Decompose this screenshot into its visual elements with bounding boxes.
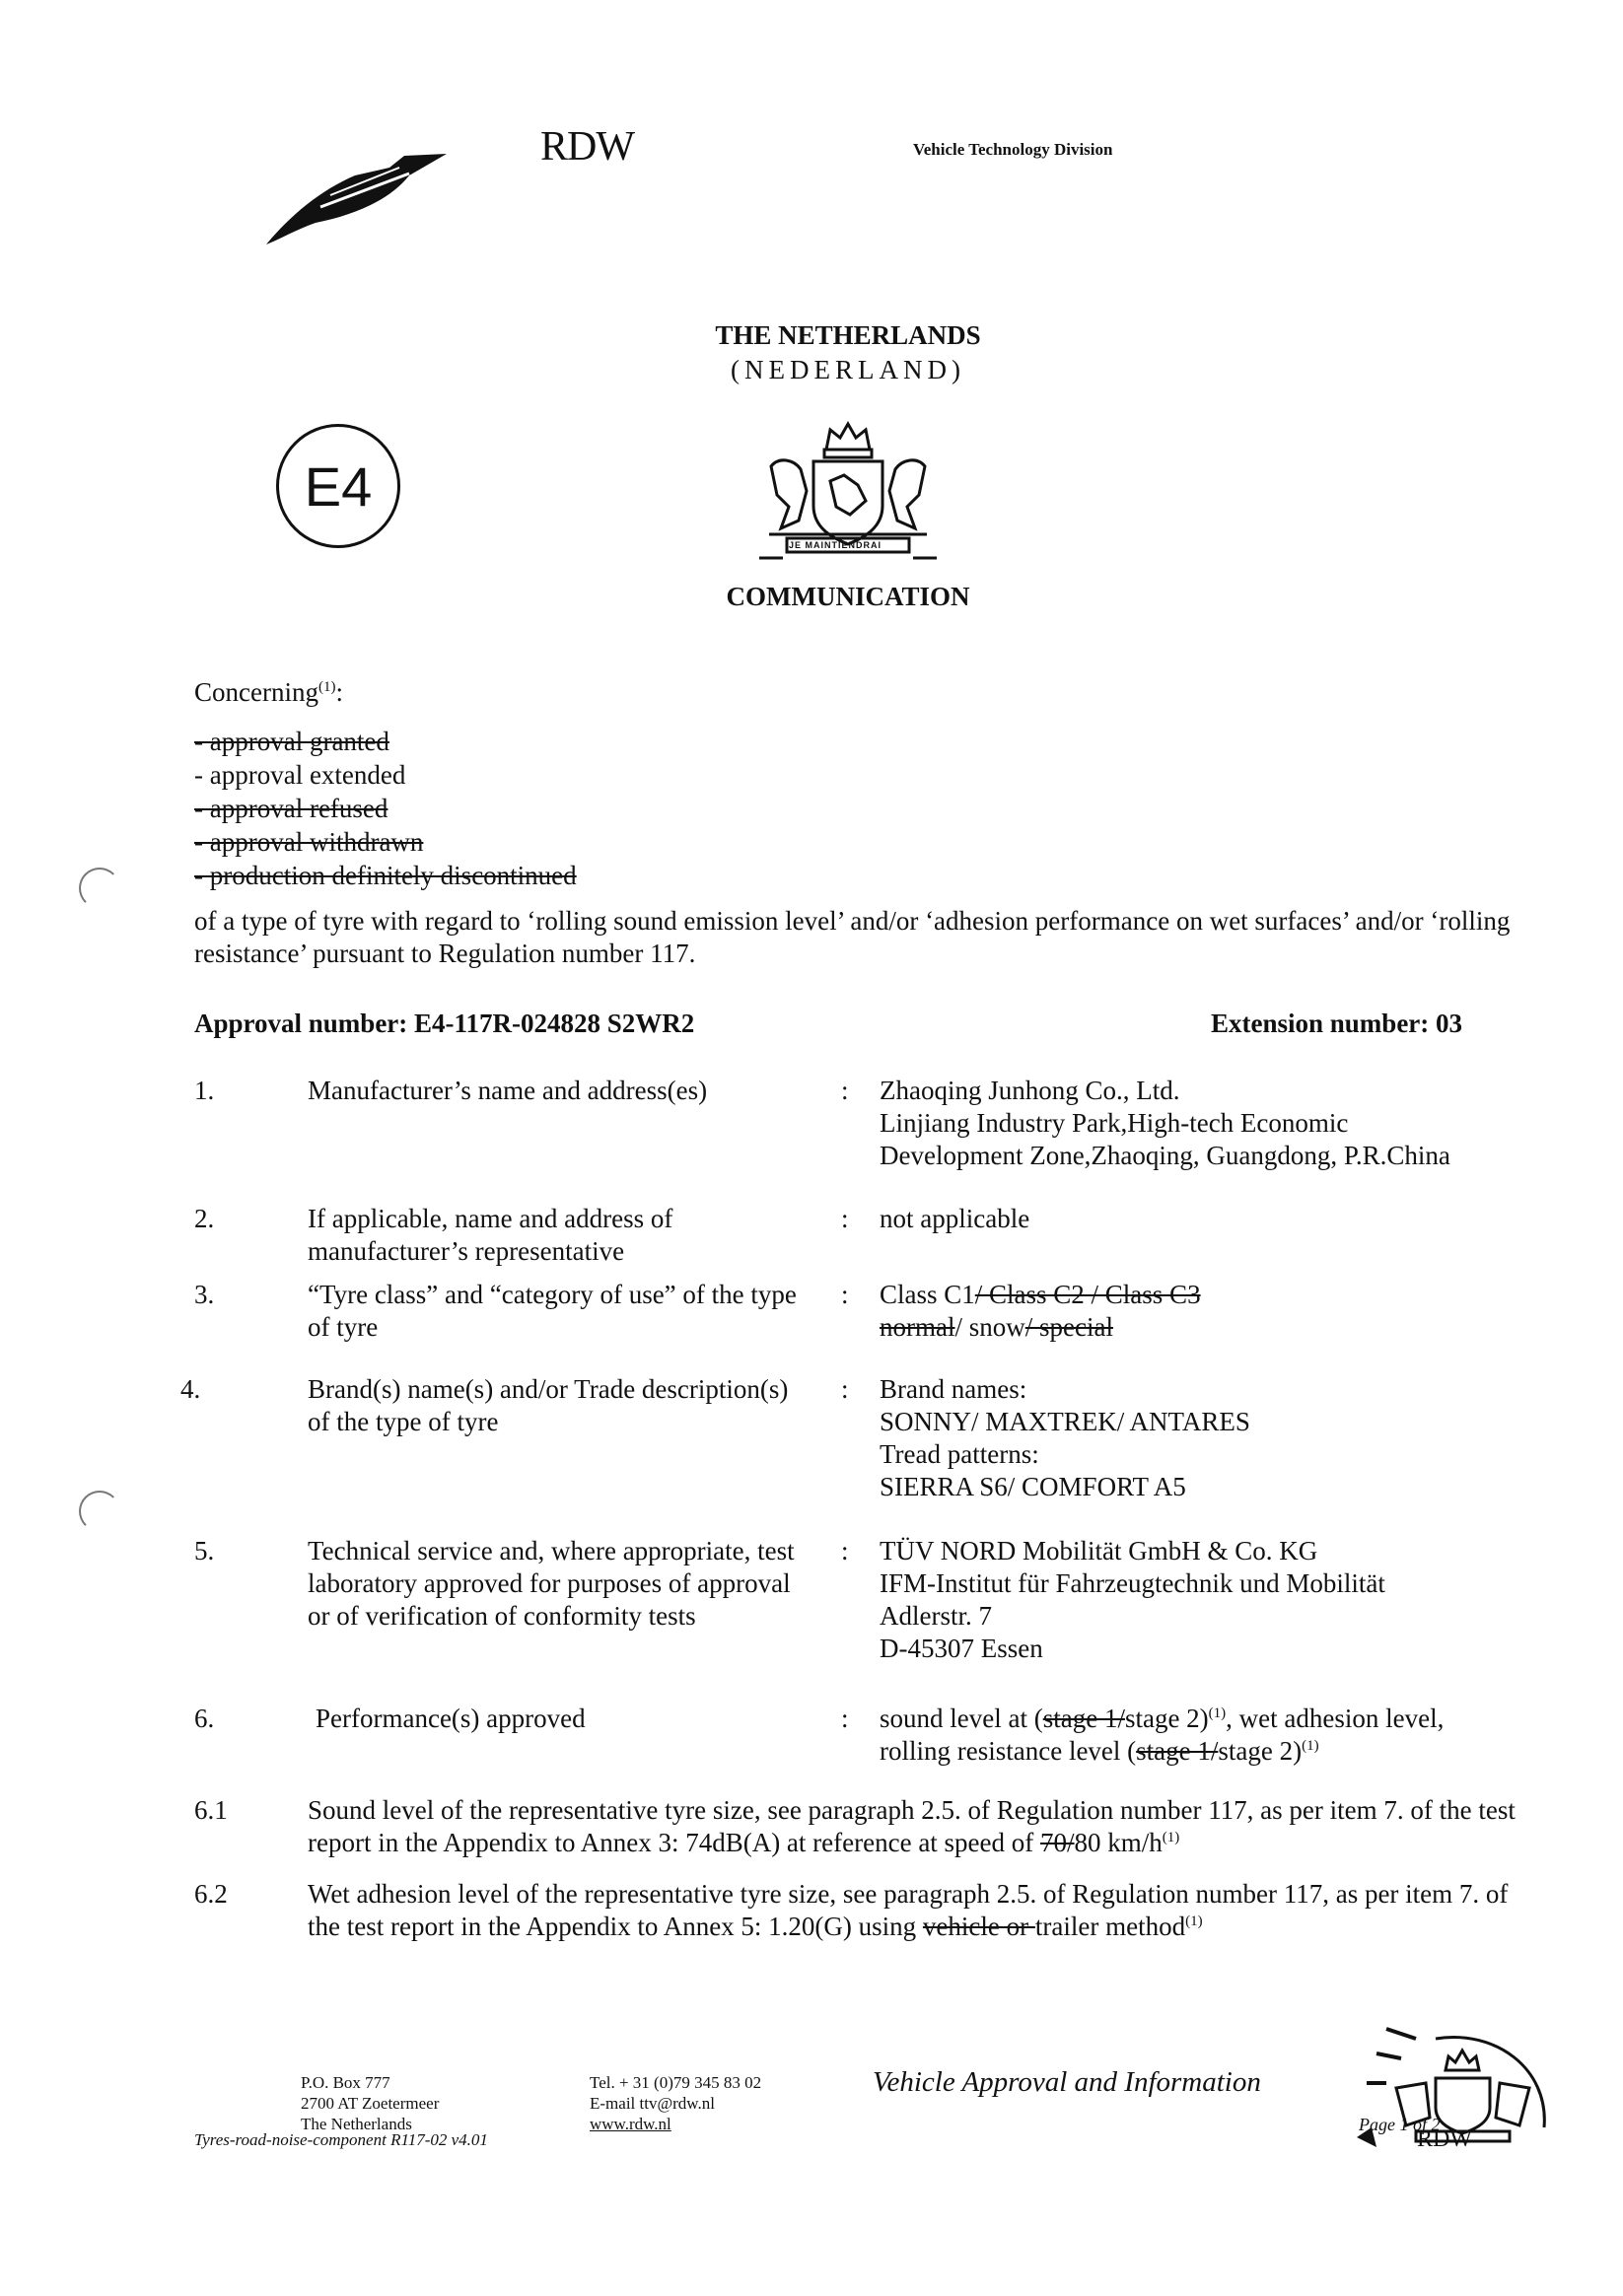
item-label-representative: If applicable, name and address of manufacturer’s representative [308,1204,673,1266]
item-number: 1. [194,1076,215,1105]
country-name: THE NETHERLANDS [715,320,981,350]
value-text: rolling resistance level ( [880,1736,1137,1766]
footer-email-link[interactable]: E-mail ttv@rdw.nl [590,2094,715,2113]
value-line: Brand names: [880,1374,1027,1404]
paragraph-text: 80 km/h [1074,1828,1163,1857]
concerning-list [194,726,577,893]
country-native-name: (NEDERLAND) [731,355,965,384]
item-colon: : [841,1536,849,1565]
footer-line: P.O. Box 777 [301,2073,390,2092]
item-number: 5. [194,1536,215,1565]
item-label-technical-service: Technical service and, where appropriate, test laboratory approved for purposes of approval or of verification of conformity tests [308,1536,795,1631]
category-kept: / snow [954,1312,1025,1342]
item-value-manufacturer [880,1075,1570,1172]
document-title: COMMUNICATION [726,582,970,611]
item-number: 3. [194,1280,215,1309]
footer-tagline: Vehicle Approval and Information [873,2066,1261,2098]
stamp-org: RDW [1417,2126,1472,2152]
coat-of-arms-motto: JE MAINTIENDRAI [789,540,882,550]
concerning-item-discontinued: - production definitely discontinued [194,861,577,890]
value-text: , wet adhesion level, [1226,1704,1445,1733]
item-colon: : [841,1204,849,1233]
item-label-brand: Brand(s) name(s) and/or Trade description(s) of the type of tyre [308,1374,789,1436]
item-label-tyre-class: “Tyre class” and “category of use” of the type of tyre [308,1280,797,1342]
category-struck-normal: normal [880,1312,955,1342]
footnote-ref: (1) [1302,1738,1319,1754]
item-value-brand [880,1373,1570,1503]
struck-text: stage 1/ [1042,1704,1125,1733]
e4-mark: E4 [276,424,400,548]
class-struck: / Class C2 / Class C3 [974,1280,1201,1309]
value-text: stage 2) [1124,1704,1209,1733]
paragraph-text: trailer method [1034,1912,1186,1941]
item-colon: : [841,1076,849,1105]
item-label-manufacturer: Manufacturer’s name and address(es) [308,1076,708,1105]
struck-text: stage 1/ [1136,1736,1219,1766]
struck-text: 70/ [1040,1828,1075,1857]
item-colon: : [841,1280,849,1309]
value-line [880,1279,1570,1311]
footnote-ref: (1) [1162,1830,1180,1845]
value-line: Linjiang Industry Park,High-tech Economic [880,1108,1349,1138]
concerning-item-refused: - approval refused [194,794,388,823]
footer-address [301,2072,439,2134]
page-number: Page 1 of 2 [1359,2115,1441,2134]
value-line: IFM-Institut für Fahrzeugtechnik und Mobilität [880,1568,1385,1598]
value-line: Adlerstr. 7 [880,1601,992,1631]
item-value-representative: not applicable [880,1204,1030,1233]
concerning-item-withdrawn: - approval withdrawn [194,827,424,857]
division-name: Vehicle Technology Division [913,140,1113,159]
paragraph-wet-adhesion [308,1878,1520,1943]
value-line: Zhaoqing Junhong Co., Ltd. [880,1076,1180,1105]
paragraph-text: Wet adhesion level of the representative tyre size, see paragraph 2.5. of Regulation number 117, as per item 7. of the test report in the Appendix to Annex 5: 1.20(G) using [308,1879,1509,1941]
footer-website-link[interactable]: www.rdw.nl [590,2115,671,2133]
value-line [880,1311,1570,1344]
footnote-ref: (1) [1185,1913,1203,1929]
footnote-ref: (1) [1208,1705,1227,1721]
value-text: stage 2) [1218,1736,1303,1766]
rdw-logo-icon [261,146,459,254]
item-number: 4. [180,1374,201,1404]
org-name: RDW [540,124,634,170]
item-number: 2. [194,1204,215,1233]
class-kept: Class C1 [880,1280,975,1309]
item-value-tyre-class [880,1279,1570,1344]
value-line: D-45307 Essen [880,1634,1043,1663]
item-number: 6. [194,1704,215,1733]
footer-contact [590,2072,761,2134]
concerning-item-extended: - approval extended [194,760,406,790]
item-colon: : [841,1374,849,1404]
item-number: 6.2 [194,1879,228,1909]
official-stamp-icon [1347,2009,1584,2187]
approval-number: Approval number: E4-117R-024828 S2WR2 [194,1009,695,1038]
concerning-colon: : [335,677,343,707]
punch-hole-mark [79,868,120,909]
value-line: SIERRA S6/ COMFORT A5 [880,1472,1186,1501]
item-label-performance: Performance(s) approved [316,1704,586,1733]
item-value-performance [880,1703,1589,1768]
intro-paragraph: of a type of tyre with regard to ‘rolling sound emission level’ and/or ‘adhesion performance on wet surfaces’ and/or ‘rolling resistance’ pursuant to Regulation number 117. [194,906,1511,968]
paragraph-sound-level [308,1794,1520,1859]
extension-number: Extension number: 03 [1211,1009,1463,1038]
concerning-text: Concerning [194,677,318,707]
value-line [880,1703,1589,1735]
paragraph-text: Sound level of the representative tyre size, see paragraph 2.5. of Regulation number 117, as per item 7. of the test report in the Appendix to Annex 3: 74dB(A) at reference at speed of [308,1795,1516,1857]
item-value-technical-service [880,1535,1570,1665]
concerning-item-granted: - approval granted [194,727,389,756]
document-reference: Tyres-road-noise-component R117-02 v4.01 [194,2130,488,2149]
punch-hole-mark [79,1491,120,1532]
item-number: 6.1 [194,1795,228,1825]
category-struck-special: / special [1024,1312,1113,1342]
value-line: SONNY/ MAXTREK/ ANTARES [880,1407,1250,1436]
concerning-label [194,676,343,709]
footer-phone: Tel. + 31 (0)79 345 83 02 [590,2073,762,2092]
value-line: Tread patterns: [880,1439,1039,1469]
value-line: Development Zone,Zhaoqing, Guangdong, P.R.China [880,1141,1450,1170]
footer-line: The Netherlands [301,2115,412,2133]
struck-text: vehicle or [922,1912,1035,1941]
footnote-ref: (1) [318,679,336,695]
item-colon: : [841,1704,849,1733]
value-line: TÜV NORD Mobilität GmbH & Co. KG [880,1536,1318,1565]
value-line [880,1735,1589,1768]
footer-line: 2700 AT Zoetermeer [301,2094,440,2113]
value-text: sound level at ( [880,1704,1043,1733]
